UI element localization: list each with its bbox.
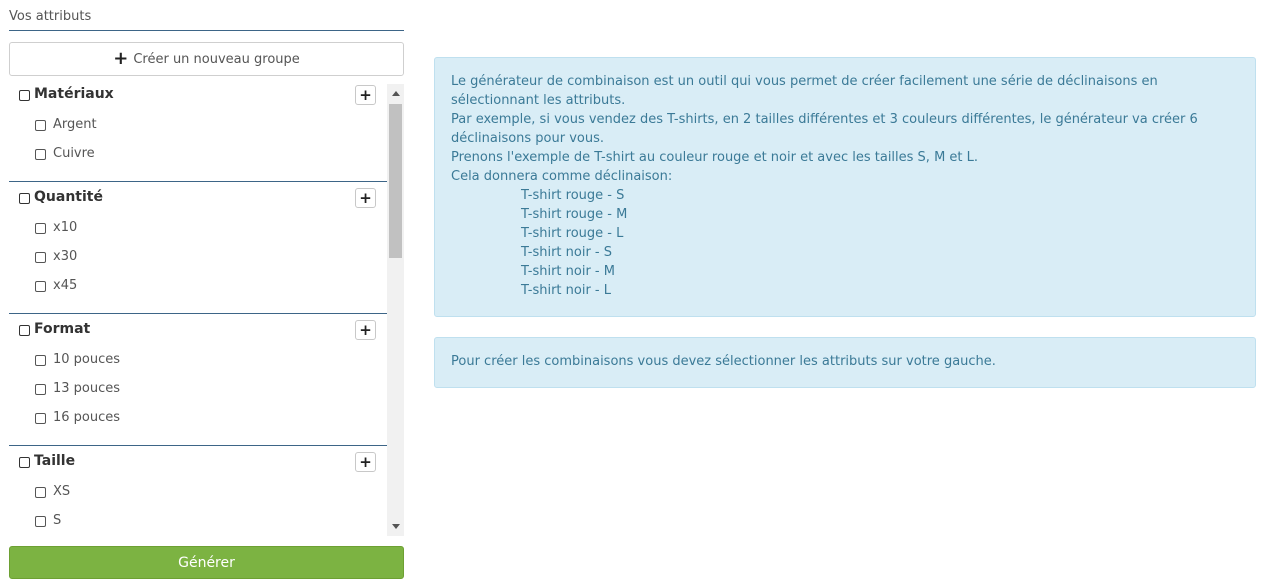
group-name: Taille	[34, 453, 76, 469]
scroll-thumb[interactable]	[389, 104, 402, 258]
option-label: XS	[53, 484, 71, 499]
group-divider	[9, 445, 387, 446]
option-label: S	[53, 513, 62, 528]
option-checkbox[interactable]	[35, 149, 46, 160]
info-text: déclinaisons pour vous.	[451, 131, 605, 146]
attribute-option[interactable]	[9, 345, 387, 374]
group-header	[9, 183, 387, 213]
group-divider	[9, 313, 387, 314]
chevron-down-icon[interactable]	[392, 524, 400, 529]
info-box	[434, 57, 1256, 317]
example-item: T-shirt noir - S	[521, 245, 612, 260]
example-item: T-shirt rouge - M	[521, 207, 628, 222]
attribute-option[interactable]	[9, 403, 387, 432]
attribute-option[interactable]	[9, 213, 387, 242]
option-label: 10 pouces	[53, 352, 121, 367]
option-checkbox[interactable]	[35, 487, 46, 498]
plus-icon: +	[359, 85, 372, 104]
example-item: T-shirt noir - L	[521, 283, 611, 298]
add-attribute-button[interactable]	[355, 188, 376, 208]
option-label: 13 pouces	[53, 381, 121, 396]
group-checkbox[interactable]	[19, 457, 30, 468]
add-attribute-button[interactable]	[355, 85, 376, 105]
option-label: Cuivre	[53, 146, 95, 161]
option-checkbox[interactable]	[35, 223, 46, 234]
chevron-up-icon[interactable]	[392, 91, 400, 96]
option-label: x30	[53, 249, 78, 264]
attribute-group	[9, 183, 387, 300]
option-label: 16 pouces	[53, 410, 121, 425]
attribute-group	[9, 80, 387, 168]
hint-box	[434, 337, 1256, 388]
attribute-group	[9, 447, 387, 535]
group-divider	[9, 181, 387, 182]
section-title: Vos attributs	[9, 7, 404, 31]
plus-icon: +	[359, 320, 372, 339]
add-attribute-button[interactable]	[355, 452, 376, 472]
group-name: Quantité	[34, 189, 103, 205]
option-label: x10	[53, 220, 78, 235]
info-text: Cela donnera comme déclinaison:	[451, 169, 673, 184]
attribute-option[interactable]	[9, 271, 387, 300]
info-text: Prenons l'exemple de T-shirt au couleur rouge et noir et avec les tailles S, M et L.	[451, 150, 979, 165]
plus-icon: +	[359, 188, 372, 207]
group-header	[9, 80, 387, 110]
option-checkbox[interactable]	[35, 413, 46, 424]
info-text: Le générateur de combinaison est un outil qui vous permet de créer facilement une série de déclinaisons en	[451, 74, 1158, 89]
option-label: Argent	[53, 117, 97, 132]
group-name: Format	[34, 321, 91, 337]
create-group-button[interactable]	[9, 42, 404, 76]
attribute-option[interactable]	[9, 477, 387, 506]
attribute-option[interactable]	[9, 139, 387, 168]
plus-icon: +	[359, 452, 372, 471]
attribute-group	[9, 315, 387, 432]
attribute-option[interactable]	[9, 110, 387, 139]
group-header	[9, 447, 387, 477]
option-checkbox[interactable]	[35, 516, 46, 527]
example-item: T-shirt rouge - S	[521, 188, 625, 203]
attributes-panel	[9, 0, 404, 587]
example-item: T-shirt noir - M	[521, 264, 615, 279]
attribute-option[interactable]	[9, 242, 387, 271]
attribute-list[interactable]	[9, 80, 404, 536]
group-checkbox[interactable]	[19, 325, 30, 336]
attribute-option[interactable]	[9, 506, 387, 535]
group-name: Matériaux	[34, 86, 114, 102]
example-item: T-shirt rouge - L	[521, 226, 624, 241]
option-checkbox[interactable]	[35, 252, 46, 263]
info-text: sélectionnant les attributs.	[451, 93, 626, 108]
option-checkbox[interactable]	[35, 355, 46, 366]
create-group-label: Créer un nouveau groupe	[133, 51, 300, 67]
info-text: Par exemple, si vous vendez des T-shirts, en 2 tailles différentes et 3 couleurs différentes, le générateur va créer 6	[451, 112, 1198, 127]
option-checkbox[interactable]	[35, 120, 46, 131]
generate-button[interactable]: Générer	[9, 546, 404, 579]
hint-text: Pour créer les combinaisons vous devez sélectionner les attributs sur votre gauche.	[451, 354, 996, 369]
attribute-option[interactable]	[9, 374, 387, 403]
scrollbar[interactable]	[387, 84, 404, 536]
option-label: x45	[53, 278, 78, 293]
group-checkbox[interactable]	[19, 90, 30, 101]
group-checkbox[interactable]	[19, 193, 30, 204]
option-checkbox[interactable]	[35, 281, 46, 292]
plus-icon: +	[113, 48, 129, 69]
group-header	[9, 315, 387, 345]
option-checkbox[interactable]	[35, 384, 46, 395]
add-attribute-button[interactable]	[355, 320, 376, 340]
